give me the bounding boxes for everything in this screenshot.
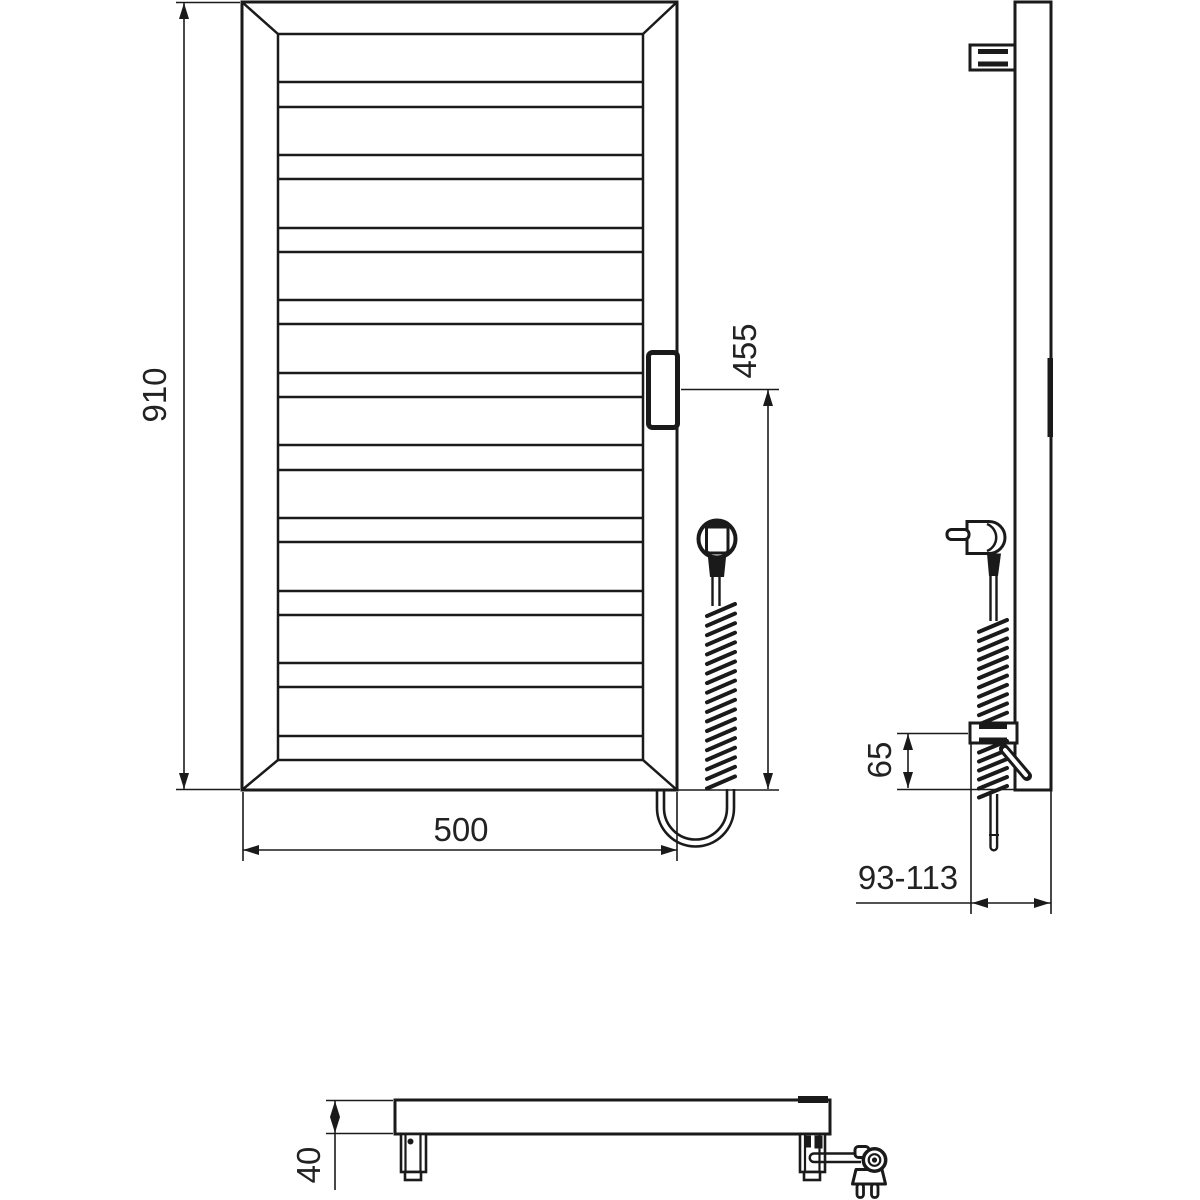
plug-pin-side — [947, 530, 969, 540]
bracket-top-slot-upper — [978, 49, 1008, 54]
dim-overall-height — [136, 3, 240, 790]
bottom-view — [395, 1096, 886, 1198]
dim-profile-depth — [290, 1101, 393, 1191]
arrow-up-icon — [763, 390, 773, 406]
bottom-plug-pin-left — [857, 1184, 864, 1198]
foot-right — [800, 1134, 825, 1180]
dim-label-overall-width: 500 — [433, 811, 489, 848]
arrow-right-icon — [1034, 898, 1050, 908]
dim-label-overall-height: 910 — [136, 367, 173, 423]
bottom-profile-bar — [395, 1100, 830, 1134]
foot-left — [401, 1134, 426, 1180]
plug-neck-front — [708, 558, 726, 578]
plug-cable-entry-front — [706, 523, 729, 529]
dim-label-profile-depth: 40 — [290, 1146, 327, 1184]
bracket-top-slot-lower — [978, 62, 1008, 67]
cable-straight-front — [713, 577, 720, 606]
cable-clamp-right — [815, 1136, 823, 1149]
side-view — [947, 2, 1053, 914]
dim-label-control-unit-height: 455 — [726, 323, 763, 379]
arrow-left-icon — [972, 898, 988, 908]
arrow-down-icon — [903, 772, 913, 788]
dim-label-bracket-offset: 65 — [861, 741, 898, 779]
arrow-up-icon — [903, 734, 913, 750]
arrow-up-icon — [330, 1101, 340, 1117]
bottom-plug-pin-right — [872, 1184, 879, 1198]
foot-screw-left — [408, 1139, 414, 1145]
cable-u-bend-inner — [664, 789, 727, 840]
power-plug-side — [967, 522, 1005, 554]
arrow-down-icon — [763, 773, 773, 789]
arrow-left-icon — [243, 845, 259, 855]
arrow-right-icon — [661, 845, 677, 855]
front-view — [242, 2, 678, 790]
arrow-down-icon — [179, 773, 189, 789]
heating-rod-side — [991, 794, 998, 850]
coil-front — [707, 604, 735, 789]
cable-u-bend-outer — [657, 789, 734, 847]
arrow-up-icon — [179, 3, 189, 19]
control-unit-bottom-profile — [798, 1096, 828, 1103]
control-unit-side-profile — [1048, 358, 1054, 437]
cable-straight-side — [991, 576, 997, 621]
cable-clamp-left — [806, 1136, 812, 1148]
dim-wall-distance — [856, 859, 1051, 908]
dim-overall-width — [243, 792, 677, 861]
coil-side-upper — [979, 620, 1007, 725]
bottom-plug-center — [872, 1157, 877, 1162]
arrow-down-icon — [330, 1117, 340, 1133]
dim-label-wall-distance: 93-113 — [857, 859, 959, 896]
bracket-bottom-slot-upper — [979, 724, 1007, 730]
plug-neck-side — [987, 554, 1001, 577]
side-profile-bar — [1015, 2, 1051, 790]
control-unit-front — [649, 353, 678, 428]
